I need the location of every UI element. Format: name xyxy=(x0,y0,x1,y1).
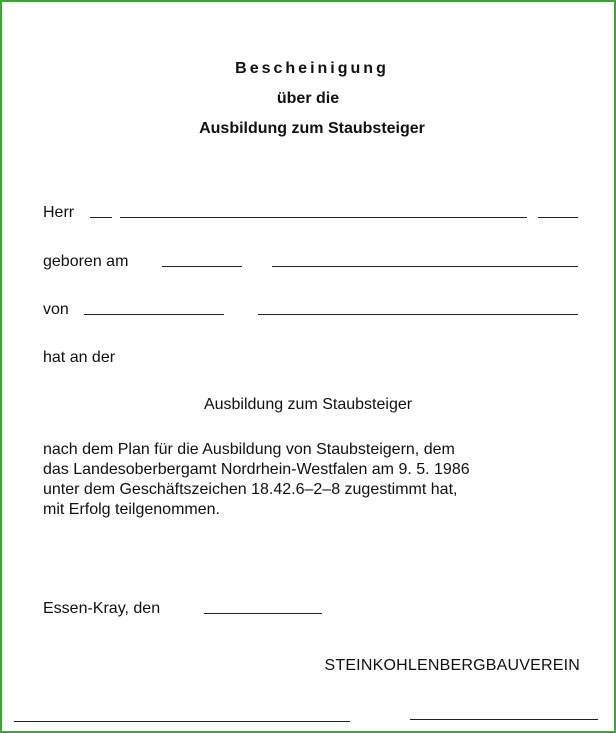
from-field-2[interactable] xyxy=(258,314,578,315)
title-line-2: über die xyxy=(276,90,340,107)
body-paragraph xyxy=(43,440,588,520)
birth-place-field[interactable] xyxy=(272,266,578,267)
from-label: von xyxy=(43,301,69,318)
title-line-1: Bescheinigung xyxy=(235,60,389,77)
body-line-1: nach dem Plan für die Ausbildung von Staubsteigern, dem xyxy=(43,441,455,458)
date-field[interactable] xyxy=(204,613,322,614)
body-line-3: unter dem Geschäftszeichen 18.42.6–2–8 zugestimmt hat, xyxy=(43,481,458,498)
place-date-label: Essen-Kray, den xyxy=(43,600,161,617)
title-line-3: Ausbildung zum Staubsteiger xyxy=(199,120,425,137)
issuer-name: STEINKOHLENBERGBAUVEREIN xyxy=(324,657,580,674)
from-field-1[interactable] xyxy=(84,314,224,315)
born-label: geboren am xyxy=(43,253,129,270)
participation-intro: hat an der xyxy=(43,349,116,366)
herr-label: Herr xyxy=(43,204,75,221)
body-line-4: mit Erfolg teilgenommen. xyxy=(43,501,220,518)
body-line-2: das Landesoberbergamt Nordrhein-Westfalen am 9. 5. 1986 xyxy=(43,461,470,478)
herr-name-field[interactable] xyxy=(120,217,527,218)
signature-line-left[interactable] xyxy=(14,721,350,722)
certificate-title xyxy=(0,54,616,144)
herr-line-short[interactable] xyxy=(90,217,112,218)
birth-date-field[interactable] xyxy=(162,266,242,267)
herr-line-end[interactable] xyxy=(538,217,578,218)
course-name: Ausbildung zum Staubsteiger xyxy=(203,396,413,413)
signature-line-right[interactable] xyxy=(410,719,598,720)
